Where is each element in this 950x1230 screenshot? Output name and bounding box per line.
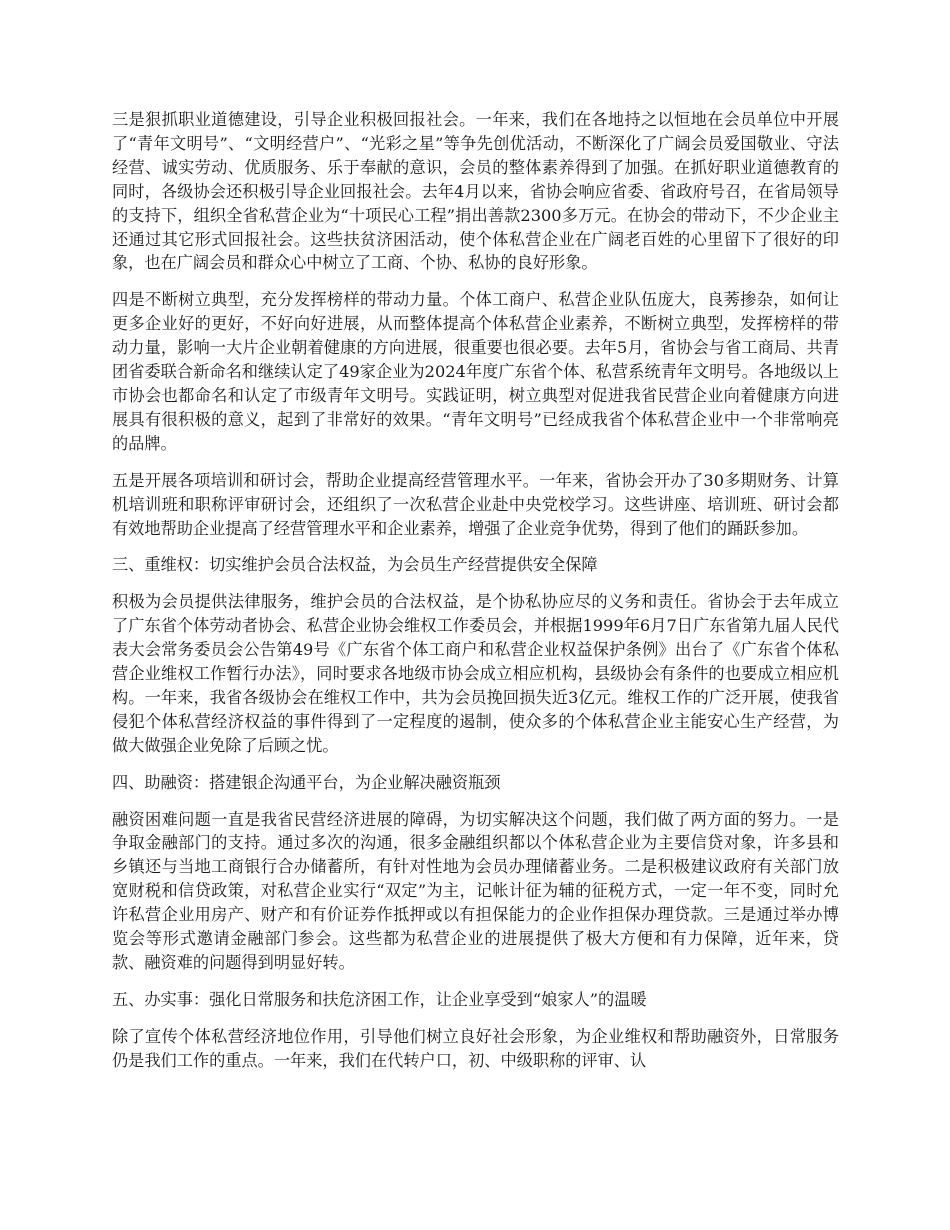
- section-heading-rights: 三、重维权：切实维护会员合法权益，为会员生产经营提供安全保障: [112, 555, 598, 575]
- paragraph-services: 除了宣传个体私营经济地位作用，引导他们树立良好社会形象，为企业维权和帮助融资外，日常服务仍是我们工作的重点。一年来，我们在代转户口，初、中级职称的评审、认: [112, 1026, 839, 1070]
- document-body: [112, 108, 839, 1086]
- paragraph-rights: 积极为会员提供法律服务，维护会员的合法权益，是个协私协应尽的义务和责任。省协会于去年成立了广东省个体劳动者协会、私营企业协会维权工作委员会，并根据1999年6月7日广东省第九届人民代表大会常务委员会公告第49号《广东省个体工商户和私营企业权益保护条例》出台了《广东省个体私营企业维权工作暂行办法》，同时要求各地级市协会成立相应机构，县级协会有条件的也要成立相应机构。一年来，我省各级协会在维权工作中，共为会员挽回损失近3亿元。维权工作的广泛开展，使我省侵犯个体私营经济权益的事件得到了一定程度的遏制，使众多的个体私营企业主能安心生产经营，为做大做强企业免除了后顾之忧。: [112, 592, 839, 755]
- section-heading-financing: 四、助融资：搭建银企沟通平台，为企业解决融资瓶颈: [112, 772, 501, 792]
- paragraph-financing: 融资困难问题一直是我省民营经济进展的障碍，为切实解决这个问题，我们做了两方面的努力。一是争取金融部门的支持。通过多次的沟通，很多金融组织都以个体私营企业为主要信贷对象，许多县和乡镇还与当地工商银行合办储蓄所，有针对性地为会员办理储蓄业务。二是积极建议政府有关部门放宽财税和信贷政策，对私营企业实行“双定”为主，记帐计征为辅的征税方式，一定一年不变，同时允许私营企业用房产、财产和有价证券作抵押或以有担保能力的企业作担保办理贷款。三是通过举办博览会等形式邀请金融部门参会。这些都为私营企业的进展提供了极大方便和有力保障，近年来，贷款、融资难的问题得到明显好转。: [112, 809, 839, 972]
- paragraph-ethics: 三是狠抓职业道德建设，引导企业积极回报社会。一年来，我们在各地持之以恒地在会员单位中开展了“青年文明号”、“文明经营户”、“光彩之星”等争先创优活动，不断深化了广阔会员爱国敬业、守法经营、诚实劳动、优质服务、乐于奉献的意识，会员的整体素养得到了加强。在抓好职业道德教育的同时，各级协会还积极引导企业回报社会。去年4月以来，省协会响应省委、省政府号召，在省局领导的支持下，组织全省私营企业为“十项民心工程”捐出善款2300多万元。在协会的带动下，不少企业主还通过其它形式回报社会。这些扶贫济困活动，使个体私营企业在广阔老百姓的心里留下了很好的印象，也在广阔会员和群众心中树立了工商、个协、私协的良好形象。: [112, 110, 839, 273]
- section-heading-services: 五、办实事：强化日常服务和扶危济困工作，让企业享受到“娘家人”的温暖: [112, 989, 647, 1009]
- paragraph-training: 五是开展各项培训和研讨会，帮助企业提高经营管理水平。一年来，省协会开办了30多期财务、计算机培训班和职称评审研讨会，还组织了一次私营企业赴中央党校学习。这些讲座、培训班、研讨会都有效地帮助企业提高了经营管理水平和企业素养，增强了企业竞争优势，得到了他们的踊跃参加。: [112, 470, 839, 538]
- paragraph-role-models: 四是不断树立典型，充分发挥榜样的带动力量。个体工商户、私营企业队伍庞大，良莠掺杂，如何让更多企业好的更好，不好向好进展，从而整体提高个体私营企业素养，不断树立典型，发挥榜样的带动力量，影响一大片企业朝着健康的方向进展，很重要也很必要。去年5月，省协会与省工商局、共青团省委联合新命名和继续认定了49家企业为2024年度广东省个体、私营系统青年文明号。各地级以上市协会也都命名和认定了市级青年文明号。实践证明，树立典型对促进我省民营企业向着健康方向进展具有很积极的意义，起到了非常好的效果。“青年文明号”已经成我省个体私营企业中一个非常响亮的品牌。: [112, 290, 839, 453]
